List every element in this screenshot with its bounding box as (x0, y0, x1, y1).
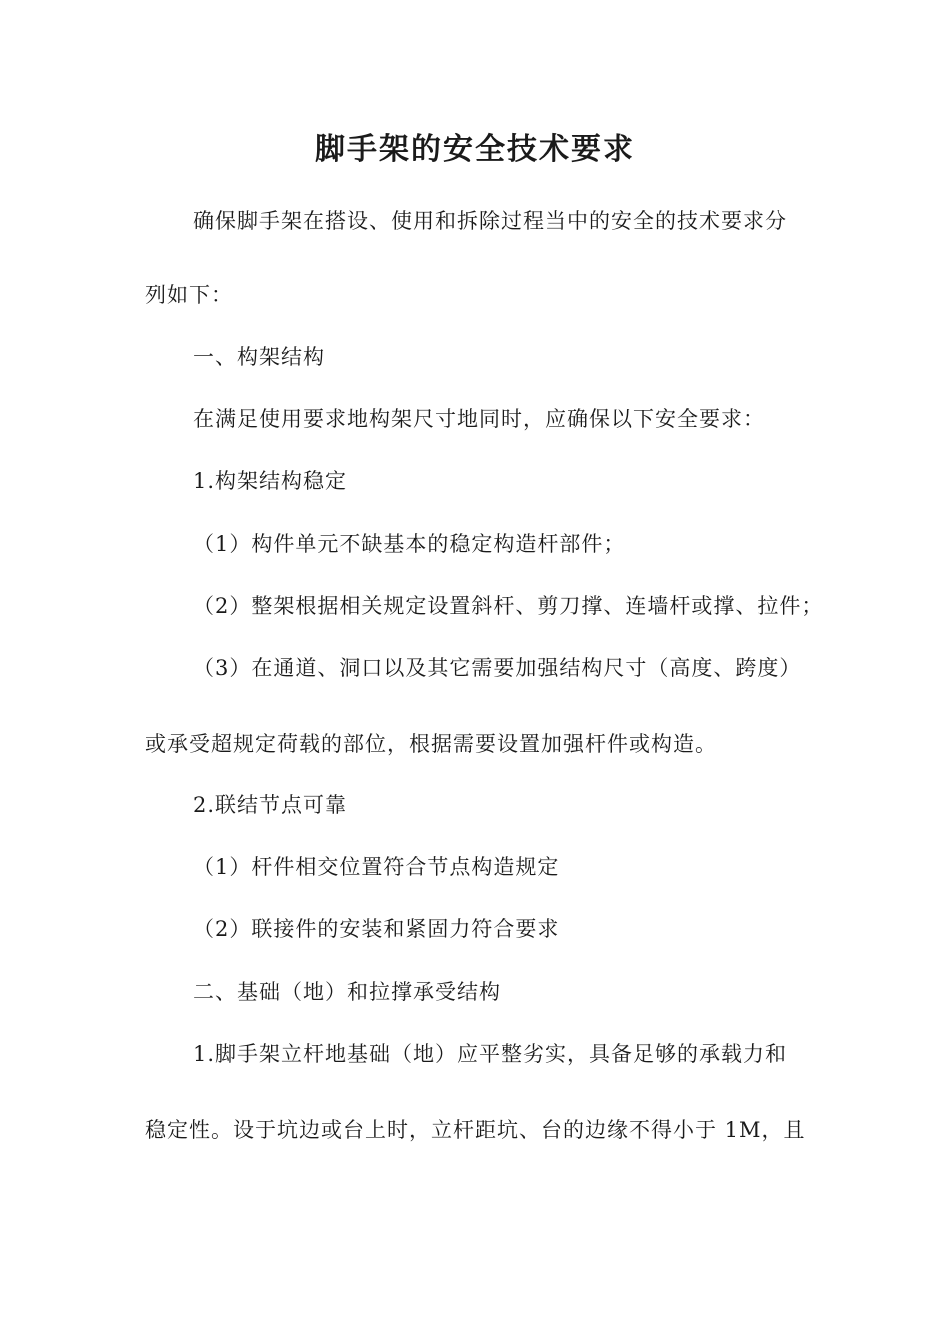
list-item: （1）构件单元不缺基本的稳定构造杆部件； (193, 532, 626, 556)
paragraph-line: 或承受超规定荷载的部位，根据需要设置加强杆件或构造。 (145, 732, 717, 756)
list-item: （3）在通道、洞口以及其它需要加强结构尺寸（高度、跨度） (193, 656, 802, 680)
section-heading: 一、构架结构 (193, 345, 325, 369)
paragraph-line: 1.脚手架立杆地基础（地）应平整劣实，具备足够的承载力和 (193, 1042, 788, 1066)
paragraph-line: 确保脚手架在搭设、使用和拆除过程当中的安全的技术要求分 (193, 209, 787, 233)
section-heading: 二、基础（地）和拉撑承受结构 (193, 980, 501, 1004)
document-title: 脚手架的安全技术要求 (315, 132, 635, 167)
list-item: （2）整架根据相关规定设置斜杆、剪刀撑、连墙杆或撑、拉件； (193, 594, 824, 618)
paragraph-line: 稳定性。设于坑边或台上时，立杆距坑、台的边缘不得小于 1M，且 (145, 1118, 806, 1142)
subsection-heading: 1.构架结构稳定 (193, 469, 348, 493)
paragraph-line: 在满足使用要求地构架尺寸地同时，应确保以下安全要求： (193, 407, 765, 431)
list-item: （2）联接件的安装和紧固力符合要求 (193, 917, 560, 941)
subsection-heading: 2.联结节点可靠 (193, 793, 348, 817)
paragraph-line: 列如下： (145, 283, 233, 307)
list-item: （1）杆件相交位置符合节点构造规定 (193, 855, 560, 879)
